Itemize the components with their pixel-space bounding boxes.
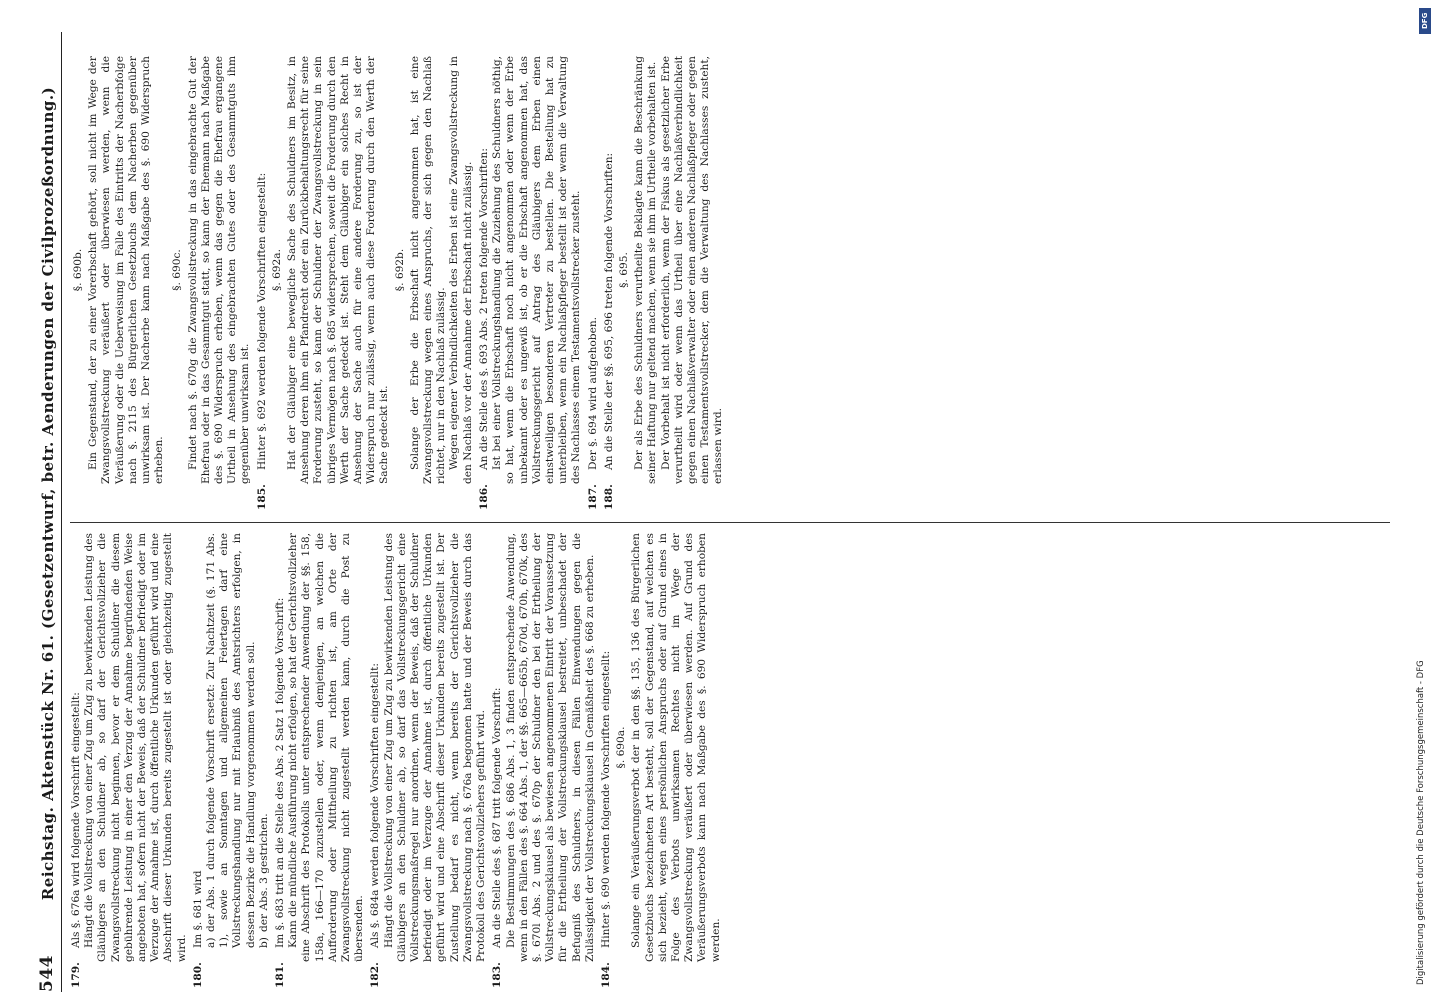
list-item xyxy=(478,56,584,510)
list-item xyxy=(491,533,597,988)
list-item xyxy=(192,533,271,988)
item-text xyxy=(369,533,488,962)
item-number xyxy=(169,484,252,510)
paragraph-title: §. 695. xyxy=(617,252,630,288)
list-item xyxy=(603,56,726,510)
page-header xyxy=(22,32,62,992)
item-number: 183. xyxy=(491,962,504,988)
item-number: 179. xyxy=(70,962,82,988)
text-paragraph: Die Bestimmungen des §. 686 Abs. 1, 3 finden entsprechende Anwendung, wenn in den Fällen des §. 664 Abs. 1, der §§. 665—665b, 670d, 670h, 670k, des §. 670l Abs. 2 und des §. 670p der Schuldner den bei der Ertheilung der Vollstreckungsklausel als bewiesen angenommenen Eintritt der Voraussetzung für die Ertheilung der Vollstreckungsklausel bestreitet, unbeschadet der Befugniß des Schuldners, in diesen Fällen Einwendungen gegen die Zulässigkeit der Vollstreckungsklausel in Gemäßheit des §. 668 zu erheben. xyxy=(504,533,596,962)
text-columns xyxy=(70,32,1390,992)
page-title: Reichstag. Aktenstück Nr. 61. (Gesetzentwurf, betr. Aenderungen der Civilprozeßordnung.) xyxy=(39,86,57,901)
right-column xyxy=(70,52,1390,522)
document-page xyxy=(22,32,1412,992)
text-paragraph: Solange ein Veräußerungsverbot der in den §§. 135, 136 des Bürgerlichen Gesetzbuchs bezeichneten Art besteht, soll der Gegenstand, auf welchen es sich bezieht, wegen eines persönlichen Anspruchs oder auf Grund eines in Folge des Verbots unwirksamen Rechtes nicht im Wege der Zwangsvollstreckung veräußert oder überwiesen werden. Auf Grund des Veräußerungsverbots kann nach Maßgabe des §. 690 Widerspruch erhoben werden. xyxy=(630,533,722,962)
item-text xyxy=(491,533,597,962)
item-number: 182. xyxy=(369,962,382,988)
list-item xyxy=(274,533,366,988)
text-paragraph: Hängt die Vollstreckung von einer Zug um Zug zu bewirkenden Leistung des Gläubigers an den Schuldner ab, so darf der Gerichtsvollzieher die Zwangsvollstreckung nicht beginnen, bevor er dem Schuldner die diesem gebührende Leistung in einer den Verzug der Annahme begründenden Weise angeboten hat, sofern nicht der Beweis, daß der Schuldner befriedigt oder im Verzuge der Annahme ist, durch öffentliche Urkunden geführt wird und eine Abschrift dieser Urkunden bereits zugestellt ist oder gleichzeitig zugestellt wird. xyxy=(83,533,188,962)
sub-text: der Abs. 1 durch folgende Vorschrift ersetzt: Zur Nachtzeit (§. 171 Abs. 1), sowie an Sonntagen und allgemeinen Feiertagen darf eine Vollstreckungshandlung nur mit Erlaubniß des Amtsrichters erfolgen, in dessen Bezirke die Handlung vorgenommen werden soll. xyxy=(205,533,257,948)
item-number: 185. xyxy=(255,484,268,510)
paragraph-title: §. 690a. xyxy=(615,726,628,769)
paragraph-title: §. 690b. xyxy=(72,248,84,292)
text-paragraph: Ein Gegenstand, der zu einer Vorerbschaft gehört, soll nicht im Wege der Zwangsvollstreckung veräußert oder überwiesen werden, wenn die Veräußerung oder die Ueberweisung im Falle des Eintritts der Nacherbfolge nach §. 2115 des Bürgerlichen Gesetzbuchs dem Nacherben gegenüber unwirksam ist. Der Nacherbe kann nach Maßgabe des §. 690 Widerspruch erheben. xyxy=(87,56,166,484)
sub-item xyxy=(258,533,271,962)
text-paragraph: Hat der Gläubiger eine bewegliche Sache des Schuldners im Besitz, in Ansehung deren ihm ein Pfandrecht oder ein Zurückbehaltungsrecht für seine Forderung zusteht, so kann der Schuldner der Zwangsvollstreckung in sein übriges Vermögen nach §. 685 widersprechen, soweit die Forderung durch den Werth der Sache gedeckt ist. Steht dem Gläubiger ein solches Recht in Ansehung der Sache auch für eine andere Forderung zu, so ist der Widerspruch nur zulässig, wenn auch diese Forderung durch den Werth der Sache gedeckt ist. xyxy=(286,56,391,484)
item-number: 188. xyxy=(602,484,615,510)
list-item xyxy=(256,56,475,510)
list-item xyxy=(369,533,488,988)
sub-label: a) xyxy=(205,937,218,948)
text-paragraph: Der als Erbe des Schuldners verurtheilte Beklagte kann die Beschränkung seiner Haftung nur geltend machen, wenn sie ihm im Urtheile vorbehalten ist. xyxy=(633,56,659,484)
text-paragraph: Hängt die Vollstreckung von einer Zug um Zug zu bewirkenden Leistung des Gläubigers an den Schuldner ab, so darf das Vollstreckungsgericht eine Vollstreckungsmaßregel nur anordnen, wenn der Beweis, daß der Schuldner befriedigt oder im Verzuge der Annahme ist, durch öffentliche Urkunden geführt wird und eine Abschrift dieser Urkunden bereits zugestellt ist. Der Zustellung bedarf es nicht, wenn bereits der Gerichtsvollzieher die Zwangsvollstreckung nach §. 676a begonnen hatte und der Beweis durch das Protokoll des Gerichtsvollziehers geführt wird. xyxy=(382,533,488,962)
item-text xyxy=(70,533,189,962)
text-paragraph: Der §. 694 wird aufgehoben. xyxy=(586,316,599,470)
item-text xyxy=(70,56,166,484)
text-paragraph: Hinter §. 690 werden folgende Vorschriften eingestellt: xyxy=(599,650,612,948)
item-text xyxy=(274,533,366,962)
text-paragraph: Als §. 676a wird folgende Vorschrift eingestellt: xyxy=(70,692,82,948)
item-text xyxy=(256,56,475,484)
list-item xyxy=(70,56,166,510)
sub-item xyxy=(205,533,258,962)
item-text xyxy=(603,56,726,484)
text-paragraph: Als §. 684a werden folgende Vorschriften eingestellt: xyxy=(369,663,382,948)
sub-text: der Abs. 3 gestrichen. xyxy=(257,813,270,932)
text-paragraph: Hinter §. 692 werden folgende Vorschriften eingestellt: xyxy=(255,172,268,470)
item-text xyxy=(169,56,252,484)
text-paragraph: Im §. 683 tritt an die Stelle des Abs. 2 Satz 1 folgende Vorschrift: xyxy=(274,597,287,948)
item-number: 187. xyxy=(586,484,599,510)
item-text xyxy=(600,533,723,962)
list-item xyxy=(169,56,252,510)
page-number: 544 xyxy=(37,955,57,992)
list-item xyxy=(70,533,189,988)
text-paragraph: Im §. 681 wird xyxy=(191,870,204,948)
paragraph-title: §. 690c. xyxy=(171,249,184,291)
text-paragraph: Wegen eigener Verbindlichkeiten des Erben ist eine Zwangsvollstreckung in den Nachlaß vor der Annahme der Erbschaft nicht zulässig. xyxy=(448,56,474,484)
item-number: 184. xyxy=(599,962,612,988)
item-number: 180. xyxy=(191,962,204,988)
item-text xyxy=(192,533,271,962)
dfg-logo: DFG xyxy=(1419,8,1431,34)
paragraph-title: §. 692b. xyxy=(393,248,406,292)
text-paragraph: Ist bei einer Vollstreckungshandlung die Zuziehung des Schuldners nöthig, so hat, wenn die Erbschaft noch nicht angenommen oder wenn der Erbe unbekannt oder es ungewiß ist, ob er die Erbschaft angenommen hat, das Vollstreckungsgericht auf Antrag des Gläubigers dem Erben einen einstweiligen besonderen Vertreter zu bestellen. Die Bestellung hat zu unterbleiben, wenn ein Nachlaßpfleger bestellt ist oder wenn die Verwaltung des Nachlasses einem Testamentsvollstrecker zusteht. xyxy=(491,56,583,484)
item-text xyxy=(478,56,584,484)
list-item xyxy=(600,533,723,988)
paragraph-title: §. 692a. xyxy=(270,249,283,291)
sub-label: b) xyxy=(257,937,270,948)
text-paragraph: Solange der Erbe die Erbschaft nicht angenommen hat, ist eine Zwangsvollstreckung wegen eines Anspruchs, der sich gegen den Nachlaß richtet, nur in den Nachlaß zulässig. xyxy=(408,56,448,484)
digitization-credit: Digitalisierung gefördert durch die Deutsche Forschungsgemeinschaft - DFG xyxy=(1416,660,1426,985)
item-number: 181. xyxy=(274,962,287,988)
text-paragraph: An die Stelle des §. 687 tritt folgende Vorschrift: xyxy=(491,687,504,948)
text-paragraph: Findet nach §. 670g die Zwangsvollstreckung in das eingebrachte Gut der Ehefrau oder in das Gesammtgut statt, so kann der Ehemann nach Maßgabe des §. 690 Widerspruch erheben, wenn das gegen die Ehefrau ergangene Urtheil in Ansehung des eingebrachten Gutes oder des Gesammtguts ihm gegenüber unwirksam ist. xyxy=(186,56,252,484)
left-column xyxy=(70,522,1390,992)
text-paragraph: An die Stelle des §. 693 Abs. 2 treten folgende Vorschriften: xyxy=(477,148,490,470)
item-number: 186. xyxy=(477,484,490,510)
item-number xyxy=(70,484,166,510)
list-item xyxy=(587,56,600,510)
text-paragraph: An die Stelle der §§. 695, 696 treten folgende Vorschriften: xyxy=(602,152,615,470)
text-paragraph: Kann die mündliche Ausführung nicht erfolgen, so hat der Gerichtsvollzieher eine Abschrift des Protokolls unter entsprechender Anwendung der §§. 158, 158a, 166—170 zuzustellen oder, wenn demjenigen, an welchen die Aufforderung oder Mittheilung zu richten ist, am Orte der Zwangsvollstreckung nicht zugestellt werden kann, durch die Post zu übersenden. xyxy=(287,533,366,962)
item-text xyxy=(587,56,600,484)
text-paragraph: Der Vorbehalt ist nicht erforderlich, wenn der Fiskus als gesetzlicher Erbe verurtheilt wird oder wenn das Urtheil über eine Nachlaßverbindlichkeit gegen einen Nachlaßverwalter oder einen anderen Nachlaßpfleger oder gegen einen Testamentsvollstrecker, dem die Verwaltung des Nachlasses zusteht, erlassen wird. xyxy=(659,56,725,484)
